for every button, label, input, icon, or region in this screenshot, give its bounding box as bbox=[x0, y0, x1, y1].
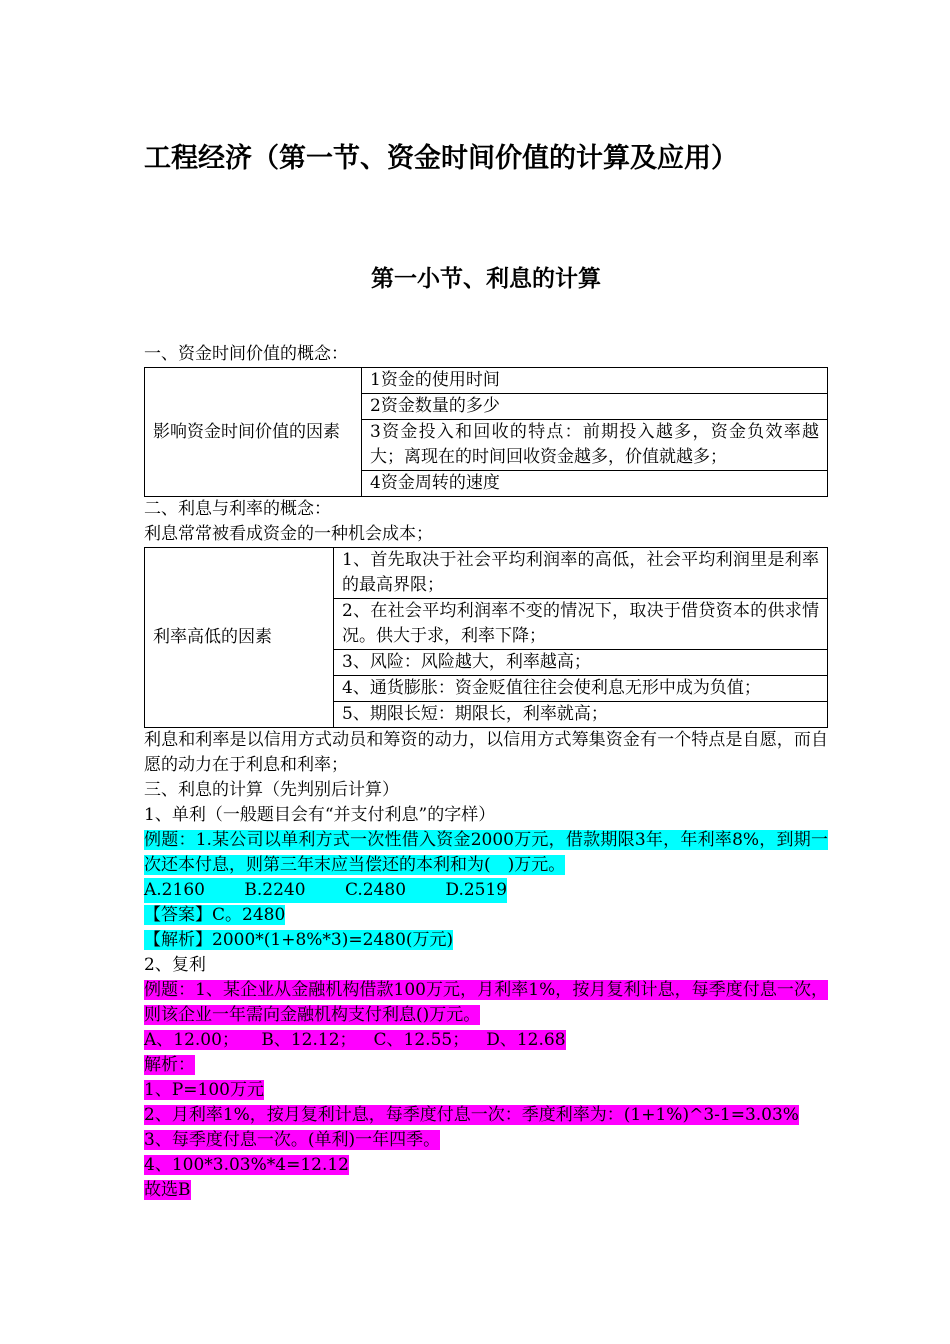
compound-question-text: 例题：1、某企业从金融机构借款100万元，月利率1%，按月复利计息，每季度付息一次，则该企业一年需向金融机构支付利息()万元。 bbox=[144, 980, 828, 1025]
factors-label: 影响资金时间价值的因素 bbox=[153, 421, 340, 442]
compound-interest-heading: 2、复利 bbox=[144, 955, 206, 975]
rate-factor-row: 4、通货膨胀：资金贬值往往会使利息无形中成为负值； bbox=[334, 676, 828, 702]
step-text: 2、月利率1%，按月复利计息，每季度付息一次：季度利率为：(1+1%)^3-1=3.03% bbox=[144, 1105, 799, 1125]
rate-factor-row: 3、风险：风险越大，利率越高； bbox=[334, 650, 828, 676]
rate-factors-label-cell bbox=[145, 548, 334, 728]
rate-factor-row: 2、在社会平均利润率不变的情况下，取决于借贷资本的供求情况。供大于求，利率下降； bbox=[334, 599, 828, 650]
conclusion-text: 故选B bbox=[144, 1180, 191, 1200]
simple-analysis bbox=[144, 928, 828, 953]
factor-row: 4资金周转的速度 bbox=[362, 471, 828, 497]
compound-step bbox=[144, 1153, 828, 1178]
rate-factor-row: 1、首先取决于社会平均利润率的高低，社会平均利润里是利率的最高界限； bbox=[334, 548, 828, 599]
factor-row: 1资金的使用时间 bbox=[362, 368, 828, 394]
step-text: 3、每季度付息一次。(单利)一年四季。 bbox=[144, 1130, 441, 1150]
compound-options bbox=[144, 1028, 828, 1053]
factors-label-cell bbox=[145, 368, 362, 497]
compound-options-text bbox=[144, 1030, 566, 1050]
factor-row: 2资金数量的多少 bbox=[362, 394, 828, 420]
option-text: D、12.68 bbox=[486, 1030, 566, 1050]
step-text: 4、100*3.03%*4=12.12 bbox=[144, 1155, 349, 1175]
simple-analysis-text: 【解析】2000*(1+8%*3)=2480(万元) bbox=[144, 930, 454, 950]
section2-note: 利息和利率是以信用方式动员和筹资的动力，以信用方式筹集资金有一个特点是自愿，而自愿的动力在于利息和利率； bbox=[144, 730, 828, 775]
simple-answer bbox=[144, 903, 828, 928]
option-text: A.2160 bbox=[144, 880, 205, 900]
compound-step bbox=[144, 1128, 828, 1153]
simple-option-a bbox=[144, 878, 507, 903]
compound-analysis-label bbox=[144, 1053, 828, 1078]
simple-interest-heading: 1、单利（一般题目会有“并支付利息”的字样） bbox=[144, 805, 496, 825]
analysis-label-text: 解析： bbox=[144, 1055, 195, 1075]
step-text: 1、P=100万元 bbox=[144, 1080, 264, 1100]
option-text: A、12.00； bbox=[144, 1030, 239, 1050]
simple-interest-question bbox=[144, 828, 828, 878]
option-text: C.2480 bbox=[344, 880, 407, 900]
option-text: B、12.12； bbox=[261, 1030, 357, 1050]
time-value-factors-table bbox=[144, 367, 828, 497]
simple-answer-text: 【答案】C。2480 bbox=[144, 905, 286, 925]
simple-options bbox=[144, 878, 828, 903]
option-text: D.2519 bbox=[445, 880, 508, 900]
factor-row: 3资金投入和回收的特点：前期投入越多，资金负效率越大；离现在的时间回收资金越多，价值就越多； bbox=[362, 420, 828, 471]
simple-question-text: 例题：1.某公司以单利方式一次性借入资金2000万元，借款期限3年，年利率8%，到期一次还本付息，则第三年末应当偿还的本利和为( )万元。 bbox=[144, 830, 828, 875]
compound-step bbox=[144, 1103, 828, 1128]
interest-rate-factors-table bbox=[144, 547, 828, 728]
compound-conclusion bbox=[144, 1178, 828, 1203]
option-text: B.2240 bbox=[244, 880, 306, 900]
rate-factors-label: 利率高低的因素 bbox=[153, 627, 272, 647]
rate-factor-row: 5、期限长短：期限长，利率就高； bbox=[334, 702, 828, 728]
section3-heading: 三、利息的计算（先判别后计算） bbox=[144, 780, 399, 800]
option-text: C、12.55； bbox=[373, 1030, 470, 1050]
compound-step bbox=[144, 1078, 828, 1103]
section2-heading: 二、利息与利率的概念： bbox=[144, 499, 331, 519]
section2-intro: 利息常常被看成资金的一种机会成本； bbox=[144, 524, 433, 544]
document-body bbox=[144, 342, 828, 1203]
section-subtitle: 第一小节、利息的计算 bbox=[371, 266, 601, 292]
section1-heading: 一、资金时间价值的概念： bbox=[144, 344, 348, 364]
document-title: 工程经济（第一节、资金时间价值的计算及应用） bbox=[144, 143, 738, 174]
compound-interest-question bbox=[144, 978, 828, 1028]
